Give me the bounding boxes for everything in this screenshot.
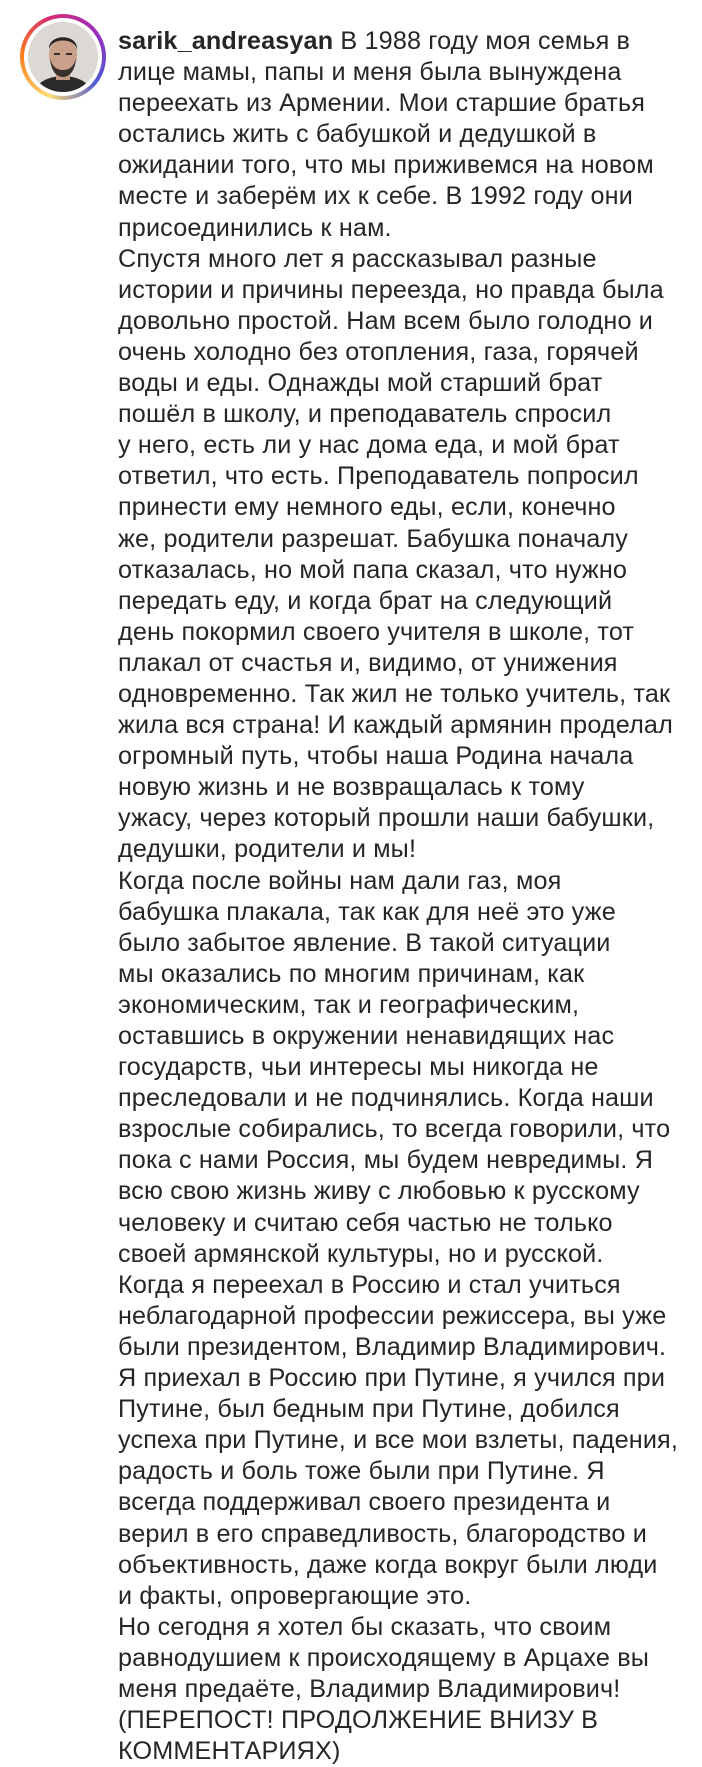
story-ring[interactable]: [20, 14, 106, 100]
username-link[interactable]: sarik_andreasyan: [118, 27, 334, 55]
post-caption: [118, 26, 702, 1767]
avatar[interactable]: [28, 22, 98, 92]
caption-text: лице мамы, папы и меня была вынуждена переехать из Армении. Мои старшие братья остались жить с бабушкой и дедушкой в ожидании того, что мы приживемся на новом месте и заберём их к себе. В 1992 году они присоединились к нам. Спустя много лет я рассказывал разные истории и причины переезда, но правда была довольно простой. Нам всем было голодно и очень холодно без отопления, газа, горячей воды и еды. Однажды мой старший брат пошёл в школу, и преподаватель спросил у него, есть ли у нас дома еда, и мой брат ответил, что есть. Преподаватель попросил принести ему немного еды, если, конечно же, родители разрешат. Бабушка поначалу отказалась, но мой папа сказал, что нужно передать еду, и когда брат на следующий день покормил своего учителя в школе, тот плакал от счастья и, видимо, от унижения одновременно. Так жил не только учитель, так жила вся страна! И каждый армянин проделал огромный путь, чтобы наша Родина начала новую жизнь и не возвращалась к тому ужасу, через который прошли наши бабушки, дедушки, родители и мы! Когда после войны нам дали газ, моя бабушка плакала, так как для неё это уже было забытое явление. В такой ситуации мы оказались по многим причинам, как экономическим, так и географическим, оставшись в окружении ненавидящих нас государств, чьи интересы мы никогда не преследовали и не подчинялись. Когда наши взрослые собирались, то всегда говорили, что пока с нами Россия, мы будем невредимы. Я всю свою жизнь живу с любовью к русскому человеку и считаю себя частью не только своей армянской культуры, но и русской. Когда я переехал в Россию и стал учиться неблагодарной профессии режиссера, вы уже были президентом, Владимир Владимирович. Я приехал в Россию при Путине, я учился при Путине, был бедным при Путине, добился успеха при Путине, и все мои взлеты, падения, радость и боль тоже были при Путине. Я всегда поддерживал своего президента и верил в его справедливость, благородство и объективность, даже когда вокруг были люди и факты, опровергающие это. Но сегодня я хотел бы сказать, что своим равнодушием к происходящему в Арцахе вы меня предаёте, Владимир Владимирович! (ПЕРЕПОСТ! ПРОДОЛЖЕНИЕ ВНИЗУ В КОММЕНТАРИЯХ): [118, 58, 678, 1766]
avatar-border: [24, 18, 102, 96]
caption-intro: В 1988 году моя семья в: [340, 27, 631, 55]
profile-photo-avatar-icon: [28, 22, 98, 92]
